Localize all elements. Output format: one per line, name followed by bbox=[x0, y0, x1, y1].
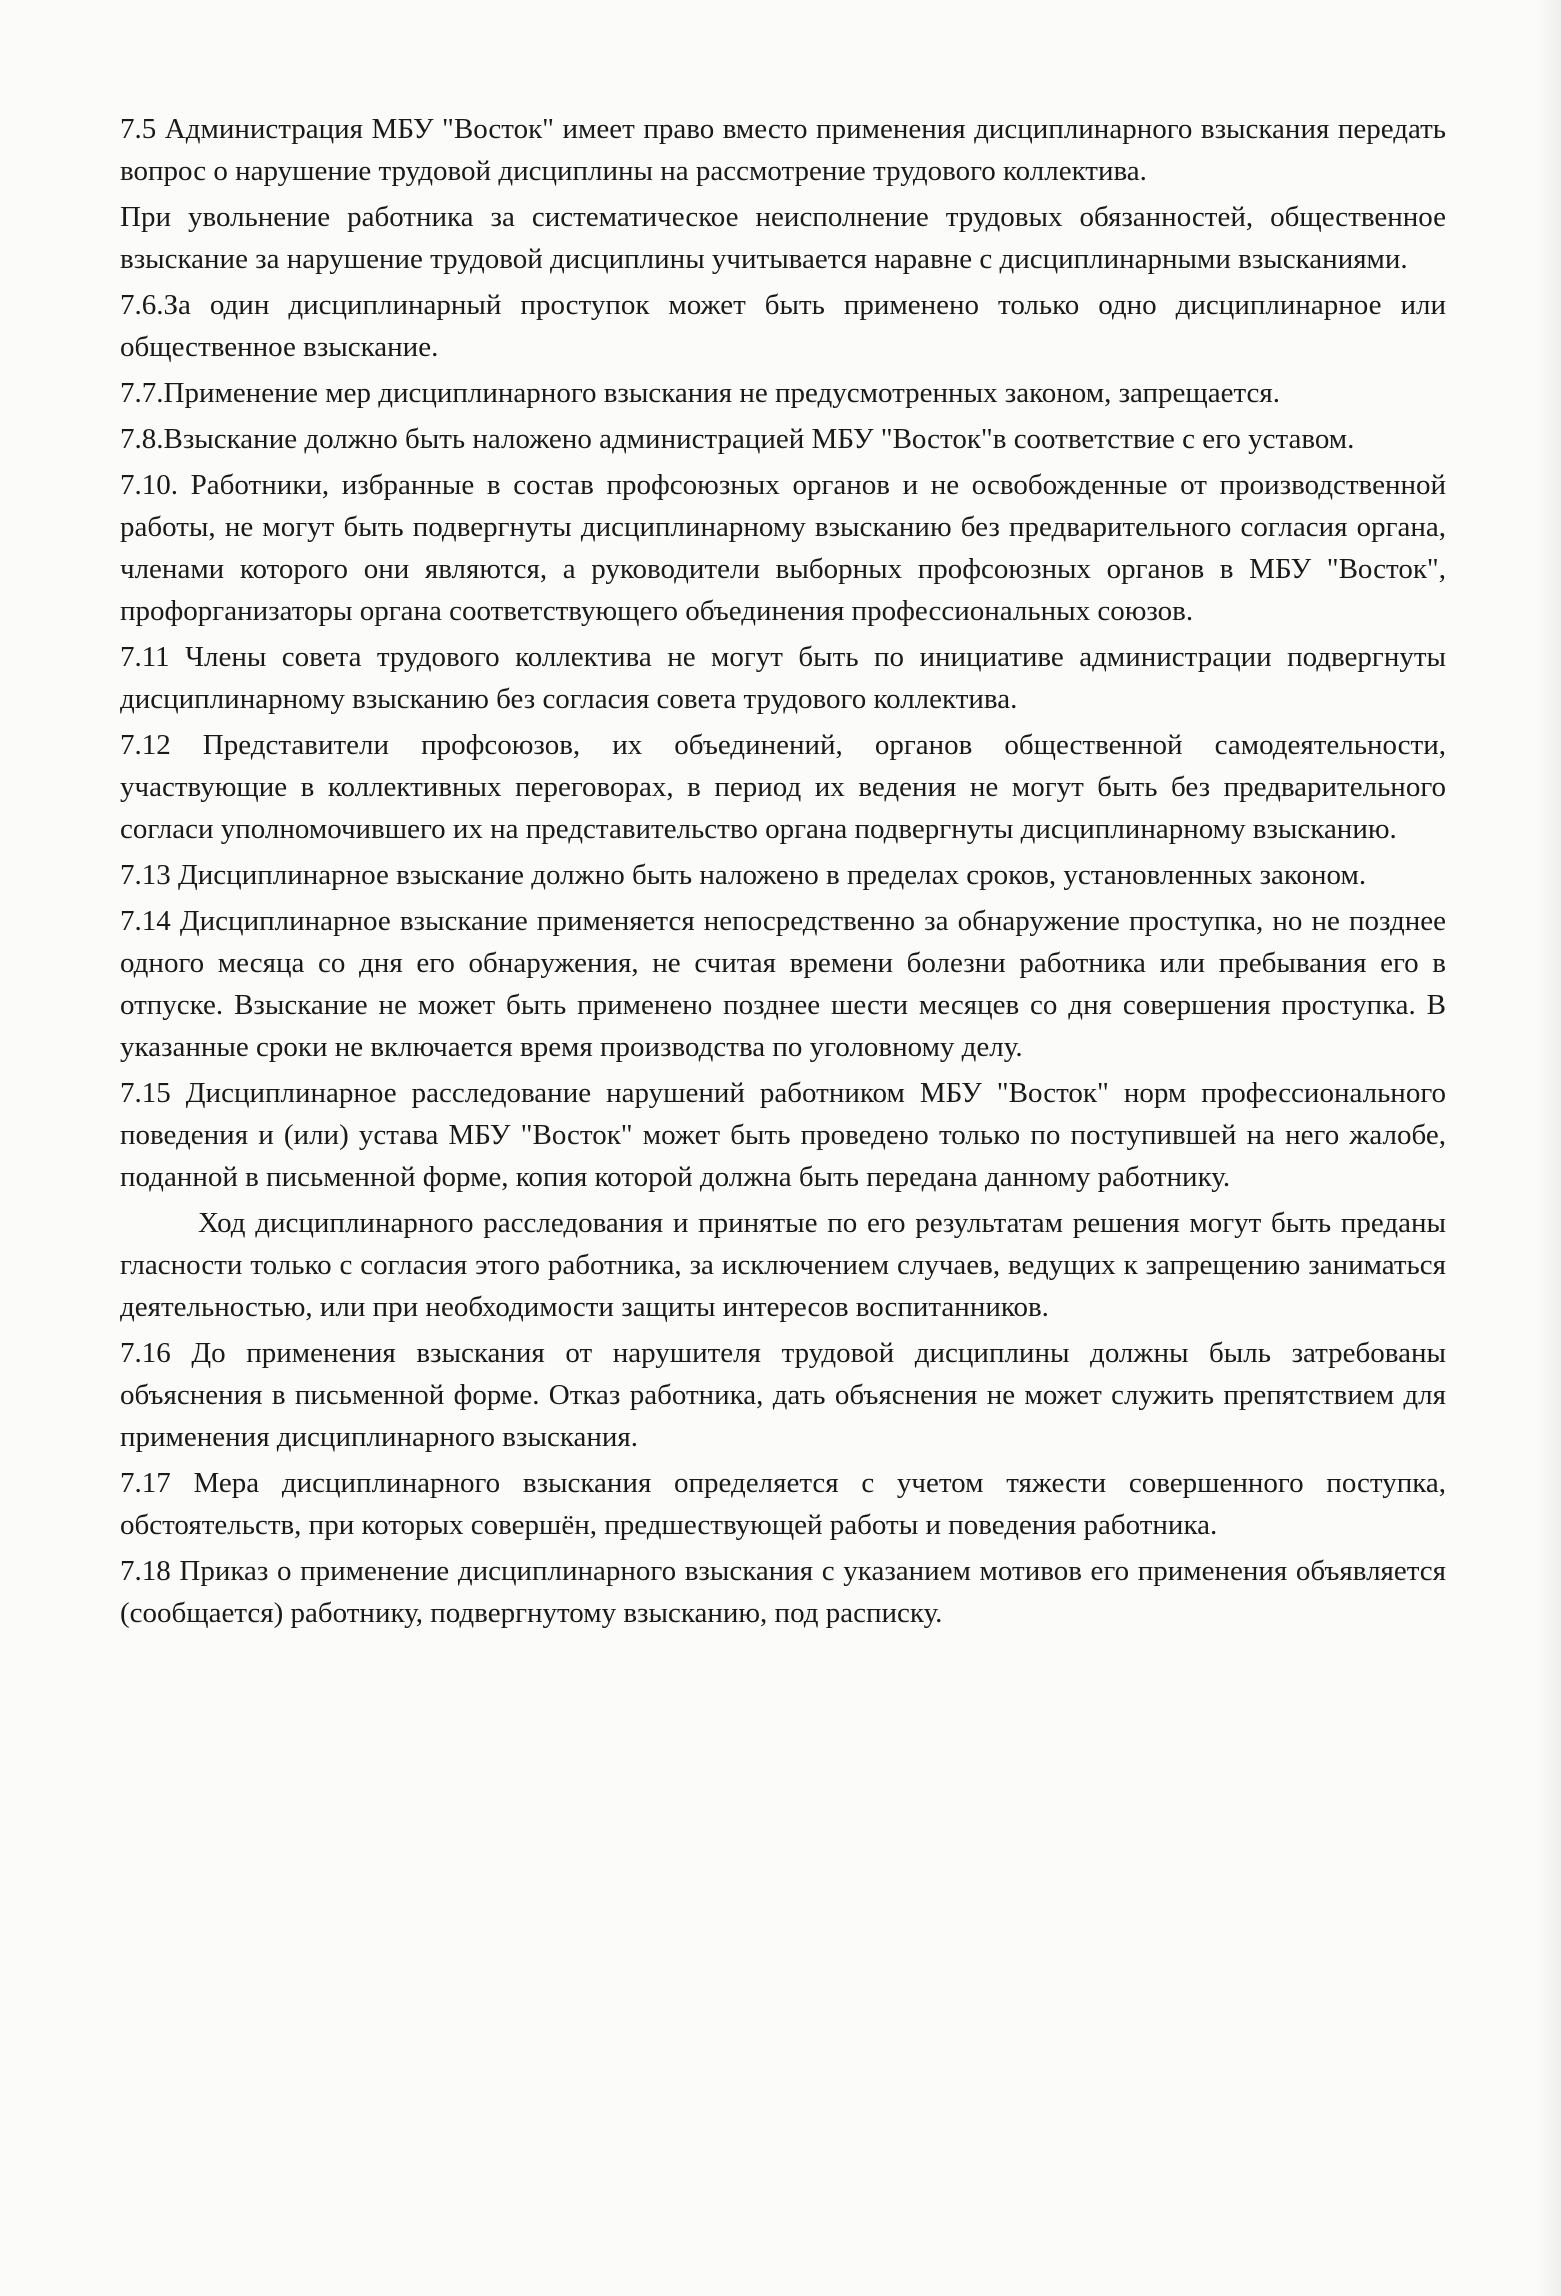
paragraph-7-15: 7.15 Дисциплинарное расследование нарушений работником МБУ "Восток" норм профессионального поведения и (или) устава МБУ "Восток" может быть проведено только по поступившей на него жалобе, поданной в письменной форме, копия которой должна быть передана данному работнику. bbox=[120, 1077, 1446, 1193]
paragraph-7-14: 7.14 Дисциплинарное взыскание применяется непосредственно за обнаружение проступка, но не позднее одного месяца со дня его обнаружения, не считая времени болезни работника или пребывания его в отпуске. Взыскание не может быть применено позднее шести месяцев со дня совершения проступка. В указанные сроки не включается время производства по уголовному делу. bbox=[120, 905, 1446, 1063]
paragraph-7-11: 7.11 Члены совета трудового коллектива не могут быть по инициативе администрации подвергнуты дисциплинарному взысканию без согласия совета трудового коллектива. bbox=[120, 641, 1446, 715]
paragraph-7-10: 7.10. Работники, избранные в состав профсоюзных органов и не освобожденные от производственной работы, не могут быть подвергнуты дисциплинарному взысканию без предварительного согласия органа, членами которого они являются, а руководители выборных профсоюзных органов в МБУ "Восток", профорганизаторы органа соответствующего объединения профессиональных союзов. bbox=[120, 469, 1446, 627]
scan-edge-shadow bbox=[1535, 0, 1561, 2296]
paragraph-investigation-publicity: Ход дисциплинарного расследования и принятые по его результатам решения могут быть преданы гласности только с согласия этого работника, за исключением случаев, ведущих к запрещению заниматься деятельностью, или при необходимости защиты интересов воспитанников. bbox=[120, 1207, 1446, 1323]
paragraph-7-17: 7.17 Мера дисциплинарного взыскания определяется с учетом тяжести совершенного поступка, обстоятельств, при которых совершён, предшествующей работы и поведения работника. bbox=[120, 1467, 1446, 1541]
paragraph-7-13: 7.13 Дисциплинарное взыскание должно быть наложено в пределах сроков, установленных законом. bbox=[120, 859, 1367, 891]
document-body bbox=[120, 108, 1446, 1638]
paragraph-7-7: 7.7.Применение мер дисциплинарного взыскания не предусмотренных законом, запрещается. bbox=[120, 377, 1280, 409]
paragraph-7-8: 7.8.Взыскание должно быть наложено администрацией МБУ "Восток"в соответствие с его уставом. bbox=[120, 423, 1355, 455]
paragraph-dismissal: При увольнение работника за систематическое неисполнение трудовых обязанностей, общественное взыскание за нарушение трудовой дисциплины учитывается наравне с дисциплинарными взысканиями. bbox=[120, 201, 1446, 275]
paragraph-7-18: 7.18 Приказ о применение дисциплинарного взыскания с указанием мотивов его применения объявляется (сообщается) работнику, подвергнутому взысканию, под расписку. bbox=[120, 1555, 1446, 1629]
paragraph-7-5: 7.5 Администрация МБУ "Восток" имеет право вместо применения дисциплинарного взыскания передать вопрос о нарушение трудовой дисциплины на рассмотрение трудового коллектива. bbox=[120, 113, 1446, 187]
paragraph-7-12: 7.12 Представители профсоюзов, их объединений, органов общественной самодеятельности, участвующие в коллективных переговорах, в период их ведения не могут быть без предварительного согласи уполномочившего их на представительство органа подвергнуты дисциплинарному взысканию. bbox=[120, 729, 1446, 845]
paragraph-7-16: 7.16 До применения взыскания от нарушителя трудовой дисциплины должны быль затребованы объяснения в письменной форме. Отказ работника, дать объяснения не может служить препятствием для применения дисциплинарного взыскания. bbox=[120, 1337, 1446, 1453]
paragraph-7-6: 7.6.За один дисциплинарный проступок может быть применено только одно дисциплинарное или общественное взыскание. bbox=[120, 289, 1446, 363]
